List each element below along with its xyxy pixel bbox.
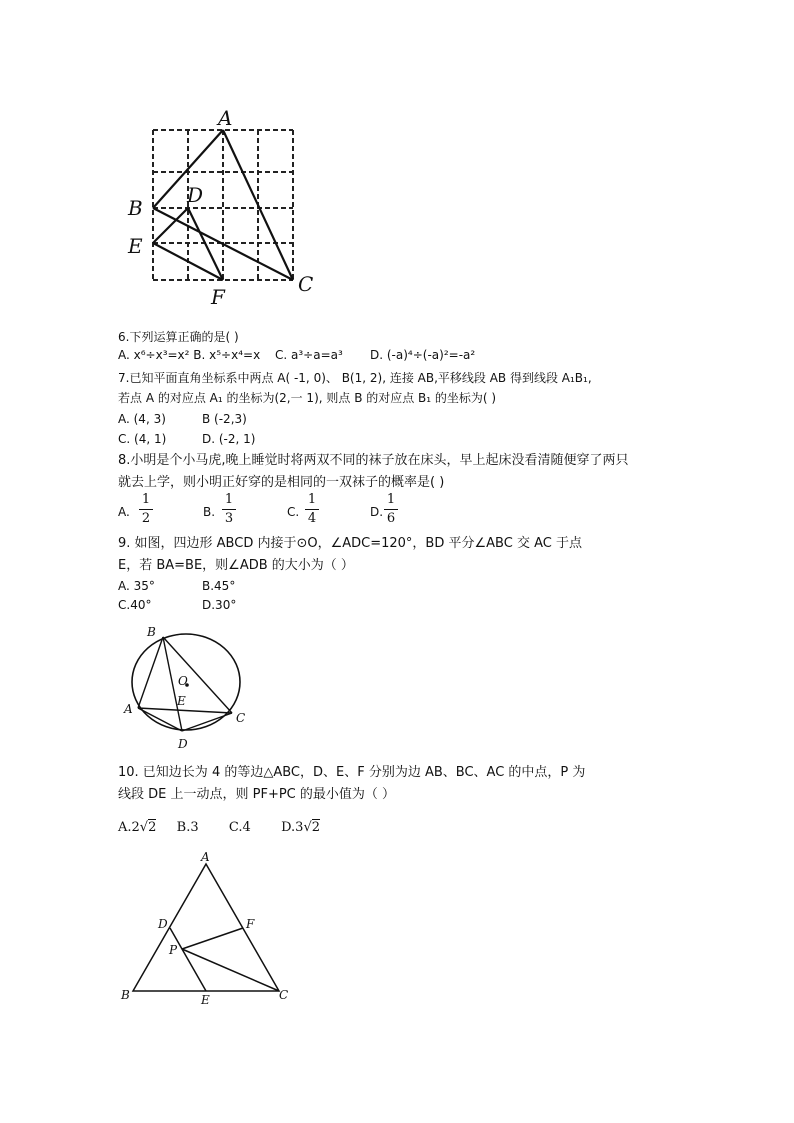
q7-stem-line2: 若点 A 的对应点 A₁ 的坐标为(2,一 1), 则点 B 的对应点 B₁ 的坐标为( ) bbox=[118, 391, 497, 405]
q10-stem-line2: 线段 DE 上一动点，则 PF+PC 的最小值为（ ） bbox=[118, 787, 396, 802]
fig1-label-e: E bbox=[128, 234, 143, 258]
fig2-label-a: A bbox=[124, 702, 133, 716]
fig1-label-d: D bbox=[187, 183, 204, 207]
q9-option-d: D.30° bbox=[202, 598, 237, 612]
q6-stem: 6.下列运算正确的是( ) bbox=[118, 330, 239, 344]
fig1-label-f: F bbox=[211, 285, 225, 305]
q10-option-c: C.4 bbox=[228, 820, 251, 835]
q8-option-b-fraction bbox=[222, 492, 236, 527]
q8-b-numerator: 1 bbox=[224, 492, 234, 507]
fig1-label-b: B bbox=[128, 196, 143, 220]
q8-option-b-label: B. bbox=[203, 505, 216, 519]
q10-option-b: B.3 bbox=[176, 820, 199, 835]
q8-d-numerator: 1 bbox=[386, 492, 396, 507]
fig2-label-o: O bbox=[178, 674, 188, 688]
q9-option-c: C.40° bbox=[118, 598, 152, 612]
fig2-label-e: E bbox=[177, 694, 186, 708]
q8-a-numerator: 1 bbox=[141, 492, 151, 507]
q8-c-numerator: 1 bbox=[307, 492, 317, 507]
fig2-label-c: C bbox=[236, 711, 246, 725]
q10-option-a: A.2 bbox=[118, 820, 140, 835]
circle-quadrilateral-figure bbox=[115, 620, 260, 760]
grid-triangle-figure bbox=[120, 105, 330, 305]
q6-option-ab: A. x⁶÷x³=x² B. x⁵÷x⁴=x bbox=[118, 348, 261, 362]
fig3-label-c: C bbox=[279, 988, 289, 1002]
q8-d-denominator: 6 bbox=[386, 511, 396, 526]
fig2-label-b: B bbox=[147, 625, 156, 639]
fig3-label-d: D bbox=[158, 917, 168, 931]
q7-option-c: C. (4, 1) bbox=[118, 432, 167, 446]
fig1-label-a: A bbox=[218, 106, 233, 130]
q8-option-c-label: C. bbox=[287, 505, 300, 519]
q8-option-a-fraction bbox=[139, 492, 153, 527]
q7-option-d: D. (-2, 1) bbox=[202, 432, 256, 446]
q8-stem-line1: 8.小明是个小马虎,晚上睡觉时将两双不同的袜子放在床头，早上起床没看清随便穿了两只 bbox=[118, 453, 629, 468]
q8-c-denominator: 4 bbox=[307, 511, 317, 526]
q10-sqrt-d: √2 bbox=[303, 820, 321, 835]
q6-option-c: C. a³÷a=a³ bbox=[275, 348, 343, 362]
q7-option-b: B (-2,3) bbox=[202, 412, 247, 426]
q10-option-d: D.3 bbox=[281, 820, 304, 835]
fig3-label-p: P bbox=[169, 943, 178, 957]
question-9 bbox=[118, 535, 582, 575]
fig3-label-f: F bbox=[246, 917, 255, 931]
q8-option-d-fraction bbox=[384, 492, 398, 527]
question-8 bbox=[118, 452, 629, 492]
q10-stem-line1: 10. 已知边长为 4 的等边△ABC，D、E、F 分别为边 AB、BC、AC 的中点，P 为 bbox=[118, 765, 586, 780]
q8-option-d-label: D. bbox=[370, 505, 384, 519]
q9-option-a: A. 35° bbox=[118, 579, 155, 593]
q8-b-denominator: 3 bbox=[224, 511, 234, 526]
q6-option-d: D. (-a)⁴÷(-a)²=-a² bbox=[370, 348, 476, 362]
q9-stem-line2: E，若 BA=BE，则∠ADB 的大小为（ ） bbox=[118, 558, 354, 573]
q8-option-c-fraction bbox=[305, 492, 319, 527]
q8-option-a-label: A. bbox=[118, 505, 130, 519]
q7-stem-line1: 7.已知平面直角坐标系中两点 A( -1, 0)、 B(1, 2), 连接 AB,平移线段 AB 得到线段 A₁B₁, bbox=[118, 371, 592, 385]
fig2-label-d: D bbox=[178, 737, 188, 751]
q9-option-b: B.45° bbox=[202, 579, 236, 593]
q10-sqrt-a: √2 bbox=[139, 820, 157, 835]
question-6 bbox=[118, 328, 239, 346]
q8-stem-line2: 就去上学，则小明正好穿的是相同的一双袜子的概率是( ) bbox=[118, 475, 445, 490]
equilateral-triangle-figure bbox=[115, 848, 300, 1008]
q7-option-a: A. (4, 3) bbox=[118, 412, 166, 426]
q8-a-denominator: 2 bbox=[141, 511, 151, 526]
question-7 bbox=[118, 369, 592, 407]
q9-stem-line1: 9. 如图，四边形 ABCD 内接于⊙O，∠ADC=120°，BD 平分∠ABC 交 AC 于点 bbox=[118, 536, 582, 551]
fig3-label-a: A bbox=[201, 850, 210, 864]
fig3-label-e: E bbox=[201, 993, 210, 1007]
fig1-label-c: C bbox=[298, 272, 314, 296]
question-10 bbox=[118, 764, 585, 804]
q10-options bbox=[118, 820, 320, 835]
fig3-label-b: B bbox=[121, 988, 130, 1002]
